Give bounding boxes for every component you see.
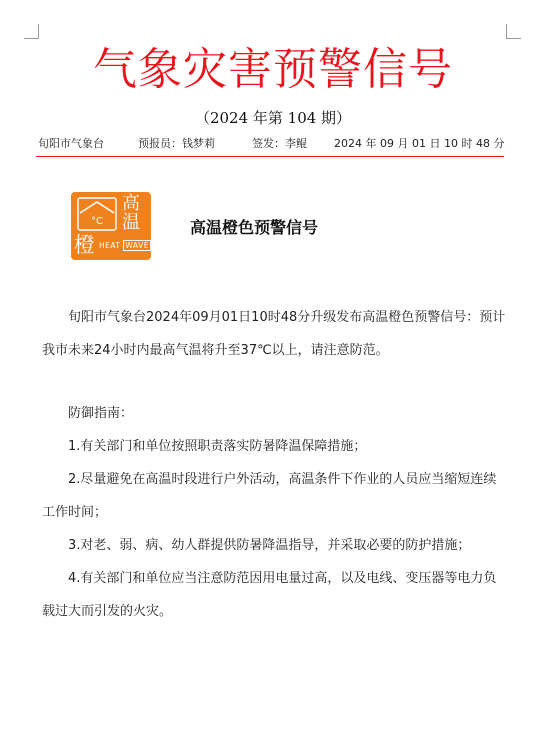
page-corner-mark-right: [506, 24, 521, 39]
guide-item: 1.有关部门和单位按照职责落实防暑降温保障措施；: [68, 439, 367, 454]
guide-list: [42, 430, 506, 628]
badge-char-wen: 温: [122, 212, 140, 233]
badge-english-heat: HEAT: [99, 241, 121, 250]
warning-signal-badge: [71, 192, 151, 260]
issuing-station: 旬阳市气象台: [38, 137, 104, 150]
signal-title: 高温橙色预警信号: [190, 218, 319, 237]
page-corner-mark-left: [24, 24, 39, 39]
document-title: 气象灾害预警信号: [93, 44, 453, 95]
svg-text:°C: °C: [91, 216, 103, 227]
header-divider: [36, 156, 504, 157]
issue-datetime: 2024 年 09 月 01 日 10 时 48 分: [334, 137, 505, 150]
thermometer-icon: [77, 197, 117, 231]
badge-english-wave: WAVE: [125, 241, 149, 250]
announcement-paragraph: 旬阳市气象台2024年09月01日10时48分升级发布高温橙色预警信号：预计我市未来24小时内最高气温将升至37℃以上，请注意防范。: [42, 310, 506, 358]
guide-label: 防御指南：: [68, 406, 134, 421]
badge-level-char: 橙: [74, 233, 95, 257]
forecaster: 预报员：钱梦莉: [138, 137, 215, 150]
badge-char-gao: 高: [122, 193, 140, 214]
guide-item: 3.对老、弱、病、幼人群提供防暑降温指导，并采取必要的防护措施；: [68, 538, 471, 553]
signer: 签发：李鲲: [252, 137, 307, 150]
issue-number: （2024 年第 104 期）: [194, 109, 352, 127]
guide-item: 4.有关部门和单位应当注意防范因用电量过高，以及电线、变压器等电力负载过大而引发的火灾。: [42, 571, 497, 619]
badge-english-label: [99, 241, 151, 251]
guide-item: 2.尽量避免在高温时段进行户外活动，高温条件下作业的人员应当缩短连续工作时间；: [42, 472, 497, 520]
